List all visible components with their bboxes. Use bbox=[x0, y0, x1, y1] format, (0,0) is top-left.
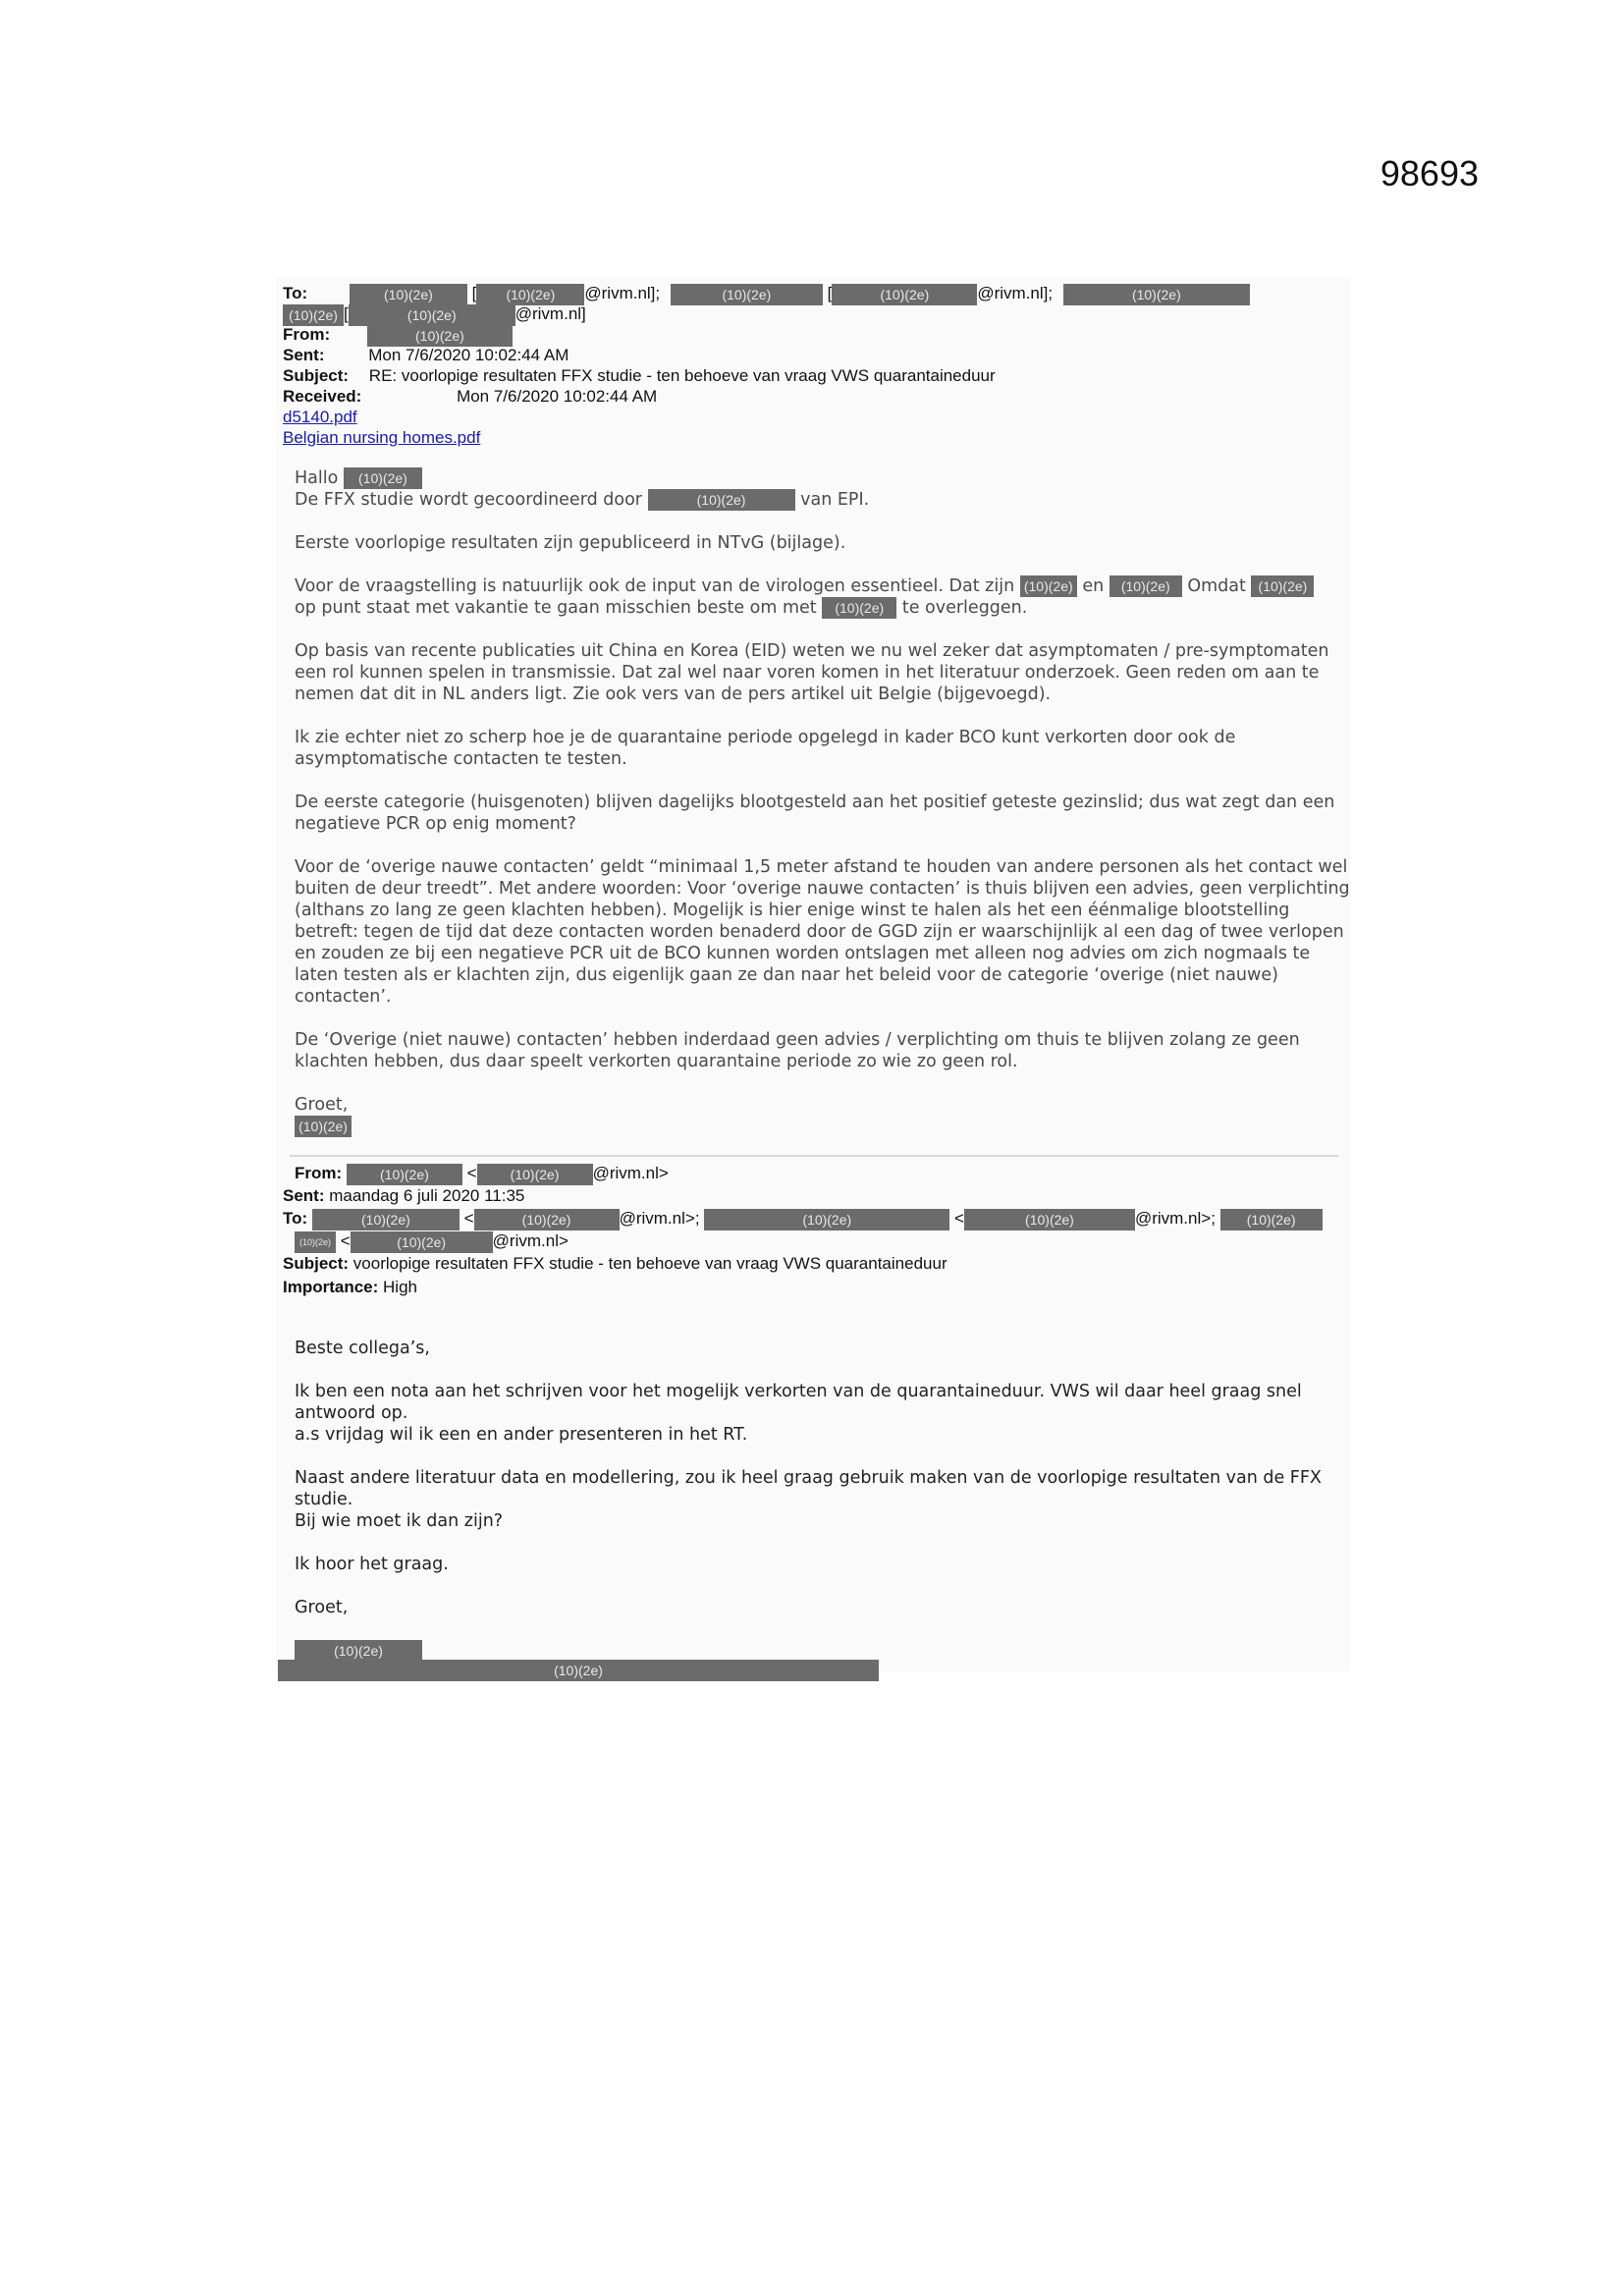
redaction: (10)(2e) bbox=[671, 284, 823, 305]
email1-from-row bbox=[283, 324, 513, 347]
redaction: (10)(2e) bbox=[278, 1660, 879, 1681]
importance-label: Importance: bbox=[283, 1278, 379, 1296]
domain-text: @rivm.nl> bbox=[592, 1164, 669, 1182]
paragraph: De eerste categorie (huisgenoten) blijven dagelijks blootgesteld aan het positief geteste gezinslid; dus wat zegt dan een negatieve PCR op enig moment? bbox=[295, 793, 1335, 834]
redaction: (10)(2e) bbox=[476, 284, 584, 305]
redaction: (10)(2e) bbox=[964, 1209, 1135, 1230]
attachment-link[interactable]: d5140.pdf bbox=[283, 408, 357, 426]
importance-value: High bbox=[383, 1278, 417, 1296]
redaction: (10)(2e) bbox=[704, 1209, 949, 1230]
redaction: (10)(2e) bbox=[350, 284, 467, 305]
redaction: (10)(2e) bbox=[295, 1231, 336, 1253]
attachment-row-1 bbox=[283, 407, 357, 427]
coordinator-text: De FFX studie wordt gecoordineerd door bbox=[295, 490, 642, 510]
paragraph: Op basis van recente publicaties uit China en Korea (EID) weten we nu wel zeker dat asymptomaten / pre-symptomaten een rol kunnen spelen in transmissie. Dat zal wel naar voren komen in het literatuur onderzoek. Geen reden om aan te nemen dat dit in NL anders ligt. Zie ook vers van de pers artikel uit Belgie (bijgevoegd). bbox=[295, 641, 1329, 704]
paragraph-text: Omdat bbox=[1187, 576, 1246, 596]
sent-value: maandag 6 juli 2020 11:35 bbox=[329, 1186, 525, 1205]
domain-text: @rivm.nl] bbox=[514, 304, 586, 323]
attachment-link[interactable]: Belgian nursing homes.pdf bbox=[283, 428, 481, 447]
subject-label: Subject: bbox=[283, 366, 350, 385]
redaction: (10)(2e) bbox=[832, 284, 977, 305]
coordinator-line bbox=[295, 489, 1350, 511]
paragraph-text: Bij wie moet ik dan zijn? bbox=[295, 1511, 504, 1531]
from-label: From: bbox=[295, 1164, 343, 1182]
paragraph-text: en bbox=[1082, 576, 1105, 596]
email1-body bbox=[295, 467, 1350, 1137]
redaction: (10)(2e) bbox=[477, 1164, 593, 1185]
received-label: Received: bbox=[283, 387, 362, 406]
attachment-row-2 bbox=[283, 427, 480, 448]
signature-block bbox=[295, 1640, 422, 1662]
paragraph: Voor de ‘overige nauwe contacten’ geldt “minimaal 1,5 meter afstand te houden van andere personen als het contact wel buiten de deur treedt”. Met andere woorden: Voor ‘overige nauwe contacten’ is thuis blijven een advies, geen verplichting (althans zo lang ze geen klachten hebben). Mogelijk is hier enige winst te halen als het een éénmalige blootstelling betreft: tegen de tijd dat deze contacten worden benaderd door de GGD zijn er waarschijnlijk al een dag of twee verlopen en zouden ze bij een negatieve PCR uit de BCO kunnen worden ontslagen met alleen nog advies om zich nogmaals te laten testen als er klachten zijn, dus eigenlijk gaan ze dan naar het beleid voor de categorie ‘overige (niet nauwe) contacten’. bbox=[295, 857, 1350, 1007]
sent-value: Mon 7/6/2020 10:02:44 AM bbox=[368, 346, 569, 364]
domain-text: @rivm.nl>; bbox=[619, 1209, 700, 1228]
redaction: (10)(2e) bbox=[344, 467, 422, 489]
email2-to-row: To: (10)(2e) < (10)(2e) @rivm.nl>; (10)(2e) < (10)(2e) @rivm.nl>; (10)(2e) bbox=[283, 1208, 1323, 1230]
redaction: (10)(2e) bbox=[1020, 575, 1077, 597]
email2-to-row-2: (10)(2e) < (10)(2e) @rivm.nl> bbox=[295, 1230, 568, 1253]
page-number: 98693 bbox=[1380, 153, 1479, 193]
subject-label: Subject: bbox=[283, 1254, 350, 1273]
redaction: (10)(2e) bbox=[1251, 575, 1314, 597]
redaction: (10)(2e) bbox=[349, 304, 515, 326]
email1-sent-row bbox=[283, 345, 568, 365]
paragraph: Ik hoor het graag. bbox=[295, 1555, 449, 1574]
greeting-line bbox=[295, 467, 1350, 489]
signature-block-2 bbox=[278, 1660, 879, 1681]
paragraph bbox=[295, 1467, 1350, 1532]
paragraph: Eerste voorlopige resultaten zijn gepubliceerd in NTvG (bijlage). bbox=[295, 533, 846, 553]
paragraph bbox=[295, 1381, 1350, 1446]
domain-text: @rivm.nl>; bbox=[1134, 1209, 1216, 1228]
paragraph: De ‘Overige (niet nauwe) contacten’ hebben inderdaad geen advies / verplichting om thuis te blijven zolang ze geen klachten hebben, dus daar speelt verkorten quarantaine periode zo wie zo geen rol. bbox=[295, 1030, 1300, 1071]
to-label: To: bbox=[283, 284, 308, 302]
redaction: (10)(2e) bbox=[822, 597, 896, 619]
redaction: (10)(2e) bbox=[1220, 1209, 1323, 1230]
redaction: (10)(2e) bbox=[648, 489, 795, 511]
redaction: (10)(2e) bbox=[351, 1231, 493, 1253]
domain-text: @rivm.nl> bbox=[492, 1231, 568, 1250]
to-label: To: bbox=[283, 1209, 308, 1228]
from-label: From: bbox=[283, 325, 331, 344]
email2-subject-row bbox=[283, 1253, 947, 1275]
paragraph: Ik zie echter niet zo scherp hoe je de quarantaine periode opgelegd in kader BCO kunt verkorten door ook de asymptomatische contacten te testen. bbox=[295, 728, 1236, 769]
email2-sent-row bbox=[283, 1185, 524, 1207]
redaction: (10)(2e) bbox=[295, 1640, 422, 1662]
email2-body bbox=[295, 1338, 1350, 1640]
paragraph-text: a.s vrijdag wil ik een en ander presenteren in het RT. bbox=[295, 1425, 748, 1445]
redaction: (10)(2e) bbox=[347, 1164, 462, 1185]
redaction: (10)(2e) bbox=[283, 304, 344, 326]
coordinator-suffix: van EPI. bbox=[800, 490, 870, 510]
paragraph-text: op punt staat met vakantie te gaan misschien beste om met bbox=[295, 598, 817, 618]
paragraph-virologists bbox=[295, 575, 1350, 619]
email1-to-row: To: (10)(2e) [ (10)(2e) @rivm.nl]; (10)(2e) [ (10)(2e) @rivm.nl]; (10)(2e) bbox=[283, 283, 1250, 305]
email2-from-row: From: (10)(2e) < (10)(2e) @rivm.nl> bbox=[295, 1163, 669, 1185]
paragraph-text: Ik ben een nota aan het schrijven voor het mogelijk verkorten van de quarantaineduur. VWS wil daar heel graag snel antwoord op. bbox=[295, 1382, 1302, 1423]
redaction: (10)(2e) bbox=[367, 325, 513, 347]
closing: Groet, bbox=[295, 1095, 349, 1115]
sent-label: Sent: bbox=[283, 346, 325, 364]
closing: Groet, bbox=[295, 1598, 349, 1617]
email1-received-row bbox=[283, 386, 657, 407]
sent-label: Sent: bbox=[283, 1186, 325, 1205]
redaction: (10)(2e) bbox=[1110, 575, 1182, 597]
paragraph-text: Voor de vraagstelling is natuurlijk ook de input van de virologen essentieel. Dat zijn bbox=[295, 576, 1015, 596]
email1-subject-row bbox=[283, 365, 996, 386]
email1-to-row-2: (10)(2e) [ (10)(2e) @rivm.nl] bbox=[283, 303, 586, 326]
paragraph-text: te overleggen. bbox=[901, 598, 1028, 618]
received-value: Mon 7/6/2020 10:02:44 AM bbox=[457, 387, 658, 406]
redaction: (10)(2e) bbox=[474, 1209, 620, 1230]
email2-importance-row bbox=[283, 1277, 417, 1298]
subject-value: RE: voorlopige resultaten FFX studie - ten behoeve van vraag VWS quarantaineduur bbox=[368, 366, 996, 385]
email-divider bbox=[290, 1155, 1338, 1157]
paragraph-text: Naast andere literatuur data en modellering, zou ik heel graag gebruik maken van de voorlopige resultaten van de FFX studie. bbox=[295, 1468, 1322, 1509]
signature bbox=[295, 1116, 1350, 1137]
redaction: (10)(2e) bbox=[312, 1209, 460, 1230]
hallo-text: Hallo bbox=[295, 468, 339, 488]
redaction: (10)(2e) bbox=[295, 1116, 352, 1137]
greeting: Beste collega’s, bbox=[295, 1339, 430, 1358]
redaction: (10)(2e) bbox=[1063, 284, 1250, 305]
subject-value: voorlopige resultaten FFX studie - ten behoeve van vraag VWS quarantaineduur bbox=[352, 1254, 947, 1273]
